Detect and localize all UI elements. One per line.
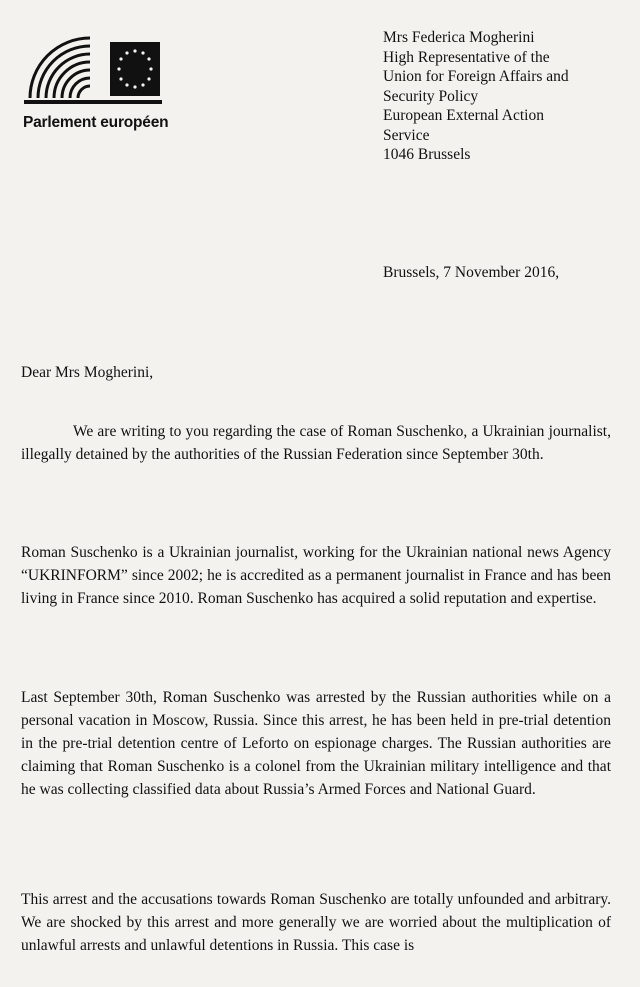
recipient-line: European External Action — [383, 107, 544, 124]
recipient-line: 1046 Brussels — [383, 146, 471, 163]
body-paragraph-3: Last September 30th, Roman Suschenko was arrested by the Russian authorities while on a personal vacation in Moscow, Russia. Since this arrest, he has been held in pre-trial detention in the pre-trial detention centre of Leforto on espionage charges. The Russian authorities are claiming that Roman Suschenko is a colonel from the Ukrainian military intelligence and that he was collecting classified data about Russia’s Armed Forces and National Guard. — [21, 689, 611, 798]
recipient-line: Security Policy — [383, 87, 479, 105]
recipient-line: Service — [383, 126, 430, 144]
recipient-address — [383, 28, 569, 165]
recipient-line: High Representative of the — [383, 48, 550, 66]
recipient-line: Union for Foreign Affairs and — [383, 68, 569, 85]
salutation: Dear Mrs Mogherini, — [21, 364, 154, 381]
body-paragraph-4: This arrest and the accusations towards Roman Suschenko are totally unfounded and arbitrary. We are shocked by this arrest and more generally we are worried about the multiplication of unlawful arrests and unlawful detentions in Russia. This case is — [21, 891, 611, 954]
recipient-line: Mrs Federica Mogherini — [383, 29, 535, 46]
letterhead-logo — [20, 18, 180, 131]
institution-name: Parlement européen — [23, 114, 169, 131]
body-paragraph-2: Roman Suschenko is a Ukrainian journalist, working for the Ukrainian national news Agency “UKRINFORM” since 2002; he is accredited as a permanent journalist in France and has been living in France since 2010. Roman Suschenko has acquired a solid reputation and expertise. — [21, 544, 611, 607]
body-paragraph-1: We are writing to you regarding the case of Roman Suschenko, a Ukrainian journalist, illegally detained by the authorities of the Russian Federation since September 30th. — [21, 423, 611, 463]
european-parliament-emblem-icon — [22, 18, 172, 112]
date-line: Brussels, 7 November 2016, — [383, 264, 560, 281]
